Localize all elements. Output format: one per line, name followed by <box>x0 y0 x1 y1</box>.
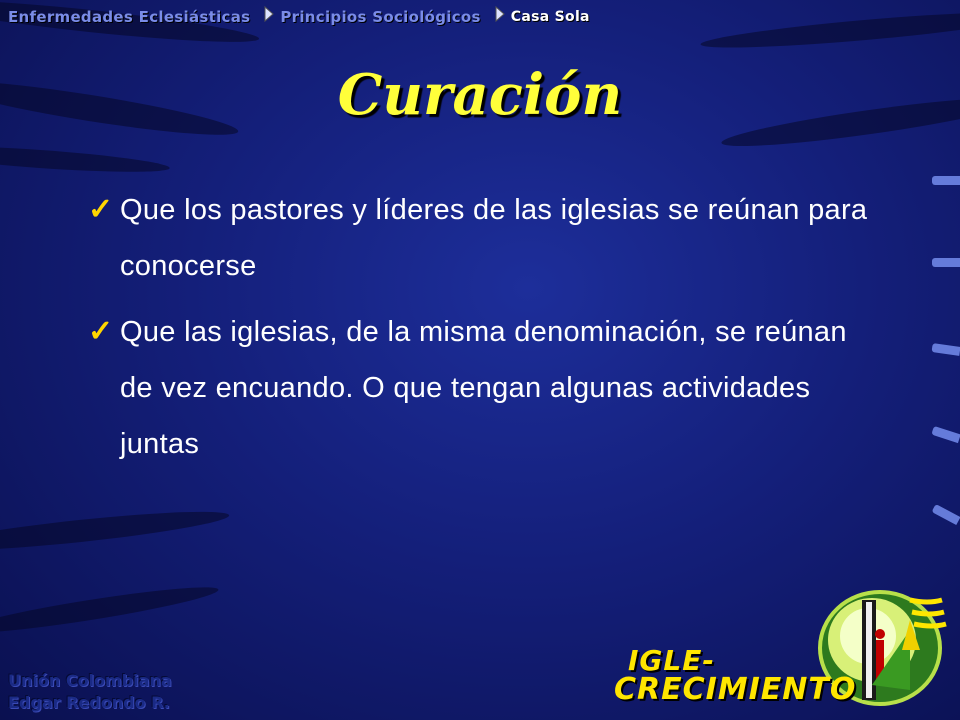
bullet-text: Que los pastores y líderes de las iglesias se reúnan para conocerse <box>120 194 868 282</box>
background-streak <box>0 580 220 640</box>
background-streak <box>0 141 170 177</box>
edge-marker <box>931 426 960 443</box>
slide-title: Curación <box>337 62 623 128</box>
breadcrumb-item-principios[interactable]: Principios Sociológicos <box>280 7 481 26</box>
footer-author: Edgar Redondo R. <box>8 693 170 712</box>
background-streak <box>700 6 960 55</box>
logo-text-igle: IGLE- <box>628 644 715 677</box>
logo-text-crecimiento: CRECIMIENTO <box>614 672 857 707</box>
bullet-text: Que las iglesias, de la misma denominación, se reúnan de vez encuando. O que tengan algunas actividades juntas <box>120 316 847 460</box>
bullet-list <box>88 190 868 490</box>
edge-marker <box>932 258 960 267</box>
edge-marker <box>932 176 960 185</box>
breadcrumb-arrow-icon <box>495 6 505 27</box>
check-icon: ✓ <box>88 315 114 348</box>
edge-marker <box>932 504 960 525</box>
check-icon: ✓ <box>88 193 114 226</box>
breadcrumb-item-casa-sola[interactable]: Casa Sola <box>510 8 590 25</box>
bullet-item <box>88 312 868 472</box>
igle-crecimiento-logo <box>610 580 960 720</box>
footer-credit <box>8 670 172 714</box>
bullet-item <box>88 190 868 294</box>
footer-organization: Unión Colombiana <box>8 671 172 690</box>
edge-marker <box>932 343 960 356</box>
breadcrumb <box>8 6 590 27</box>
background-streak <box>0 504 230 557</box>
breadcrumb-arrow-icon <box>264 6 274 27</box>
breadcrumb-item-enfermedades[interactable]: Enfermedades Eclesiásticas <box>8 7 251 26</box>
